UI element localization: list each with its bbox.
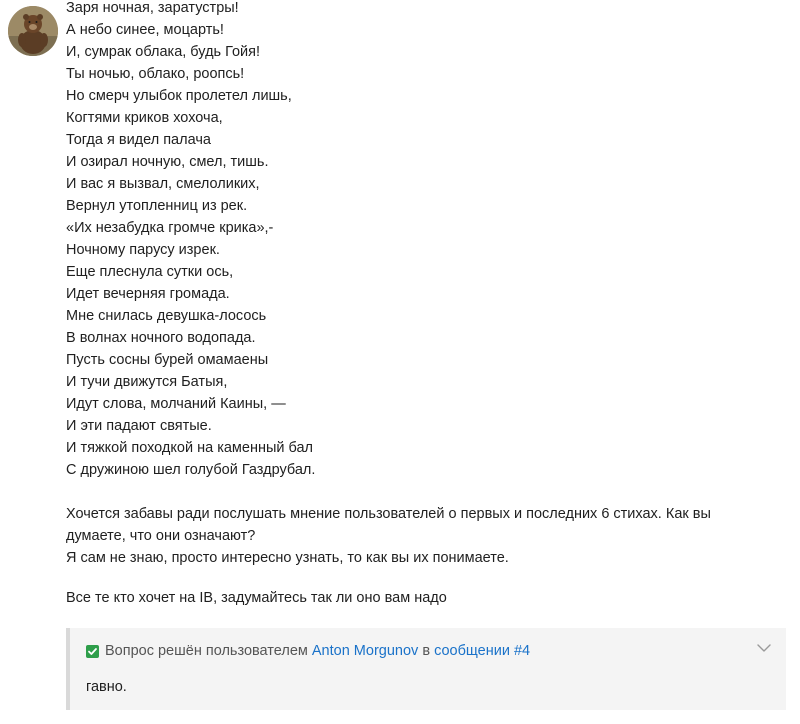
- solution-header: [86, 642, 530, 660]
- post-content: [66, 0, 786, 609]
- solution-user-link[interactable]: Anton Morgunov: [311, 643, 419, 659]
- poem-line: В волнах ночного водопада.: [66, 330, 256, 346]
- poem-line: И вас я вызвал, смелоликих,: [66, 176, 260, 192]
- solution-prefix: Вопрос решён пользователем: [105, 643, 308, 659]
- poem-line: Ты ночью, облако, роопсь!: [66, 66, 245, 82]
- question-paragraph: [66, 503, 786, 569]
- poem-line: Но смерч улыбок пролетел лишь,: [66, 88, 292, 104]
- poem-line: Мне снилась девушка-лосось: [66, 308, 267, 324]
- poem-line: Пусть сосны бурей омамаены: [66, 352, 269, 368]
- poem-line: И тяжкой походкой на каменный бал: [66, 440, 314, 456]
- poem-line: А небо синее, моцарть!: [66, 22, 224, 38]
- poem-line: Заря ночная, заратустры!: [66, 0, 239, 16]
- poem-line: И, сумрак облака, будь Гойя!: [66, 44, 261, 60]
- poem-line: Ночному парусу изрек.: [66, 242, 220, 258]
- poem-line: Тогда я видел палача: [66, 132, 211, 148]
- poem-line: «Их незабудка громче крика»,-: [66, 220, 274, 236]
- bear-avatar-icon: [8, 6, 58, 56]
- closing-text: Все те кто хочет на IB, задумайтесь так ли оно вам надо: [66, 590, 447, 606]
- author-avatar[interactable]: [8, 6, 58, 56]
- chevron-down-icon[interactable]: [756, 640, 772, 656]
- poem-line: И озирал ночную, смел, тишь.: [66, 154, 269, 170]
- poem-line: Идут слова, молчаний Каины, —: [66, 396, 286, 412]
- poem-line: Еще плеснула сутки ось,: [66, 264, 234, 280]
- question-line: думаете, что они означают?: [66, 528, 256, 544]
- poem-text: [66, 0, 786, 481]
- poem-line: С дружиною шел голубой Газдрубал.: [66, 462, 316, 478]
- question-line: Я сам не знаю, просто интересно узнать, то как вы их понимаете.: [66, 550, 509, 566]
- poem-line: Вернул утопленниц из рек.: [66, 198, 248, 214]
- question-line: Хочется забавы ради послушать мнение пользователей о первых и последних 6 стихах. Как вы: [66, 506, 711, 522]
- solution-message-link[interactable]: сообщении #4: [434, 643, 531, 659]
- poem-line: Идет вечерняя громада.: [66, 286, 230, 302]
- poem-line: И эти падают святые.: [66, 418, 212, 434]
- closing-paragraph: [66, 587, 786, 609]
- solution-answer: гавно.: [86, 679, 127, 695]
- solution-block: [66, 628, 786, 710]
- poem-line: Когтями криков хохоча,: [66, 110, 223, 126]
- poem-line: И тучи движутся Батыя,: [66, 374, 228, 390]
- solution-middle: в: [422, 643, 431, 659]
- checkmark-icon: [86, 645, 99, 658]
